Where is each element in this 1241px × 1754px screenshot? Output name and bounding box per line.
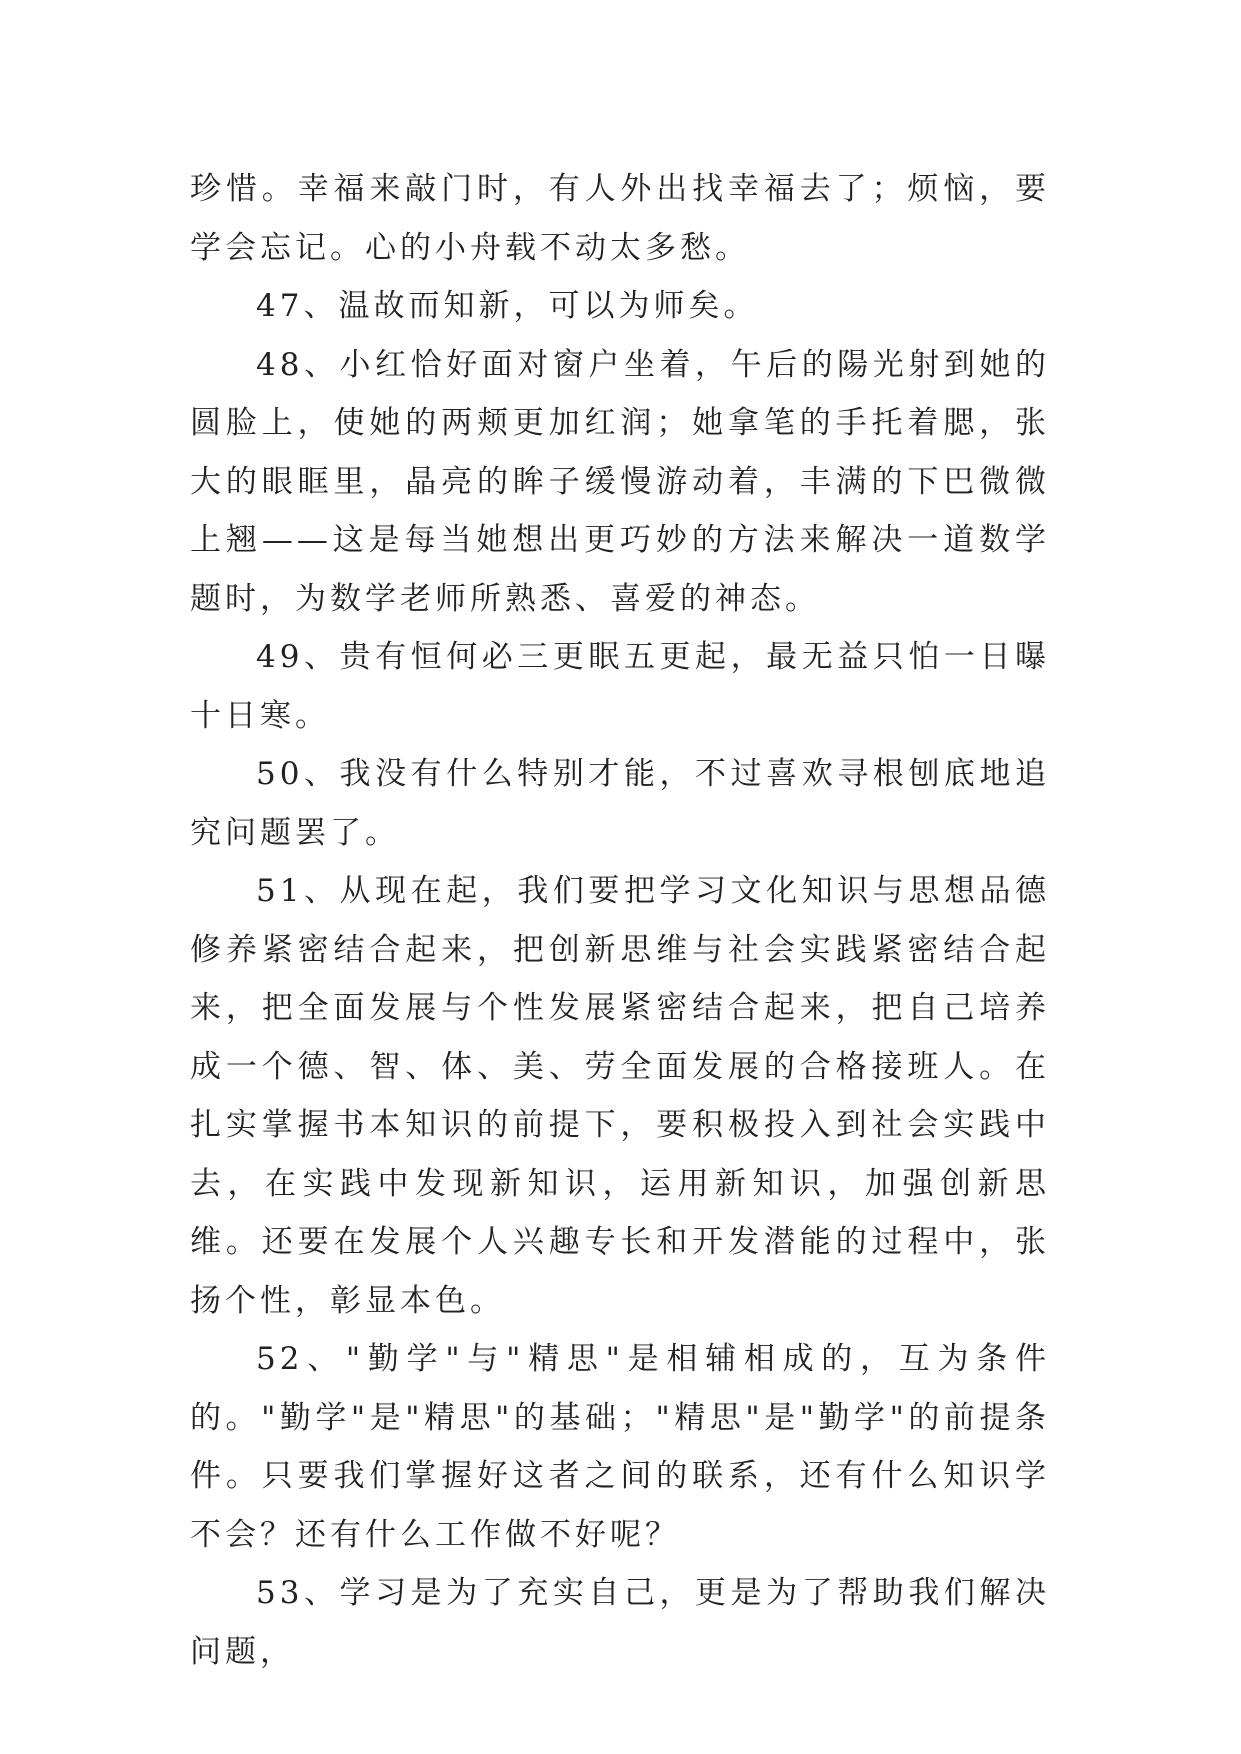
paragraph-51: 51、从现在起，我们要把学习文化知识与思想品德修养紧密结合起来，把创新思维与社会实践紧密结合起来，把全面发展与个性发展紧密结合起来，把自己培养成一个德、智、体、美、劳全面发展的合格接班人。在扎实掌握书本知识的前提下，要积极投入到社会实践中去，在实践中发现新知识，运用新知识，加强创新思维。还要在发展个人兴趣专长和开发潜能的过程中，张扬个性，彰显本色。 [190,873,1050,1319]
document-body [190,160,1050,1681]
paragraph-50: 50、我没有什么特别才能，不过喜欢寻根刨底地追究问题罢了。 [190,756,1050,851]
paragraph-47: 47、温故而知新，可以为师矣。 [256,288,759,324]
paragraph-53: 53、学习是为了充实自己，更是为了帮助我们解决问题， [190,1575,1050,1670]
paragraph-48: 48、小红恰好面对窗户坐着，午后的陽光射到她的圆脸上，使她的两颊更加红润；她拿笔的手托着腮，张大的眼眶里，晶亮的眸子缓慢游动着，丰满的下巴微微上翘——这是每当她想出更巧妙的方法来解决一道数学题时，为数学老师所熟悉、喜爱的神态。 [190,346,1050,617]
paragraph-49: 49、贵有恒何必三更眠五更起，最无益只怕一日曝十日寒。 [190,639,1050,734]
paragraph-52: 52、"勤学"与"精思"是相辅相成的，互为条件的。"勤学"是"精思"的基础；"精思"是"勤学"的前提条件。只要我们掌握好这者之间的联系，还有什么知识学不会？还有什么工作做不好呢？ [190,1341,1050,1553]
paragraph-continuation: 珍惜。幸福来敲门时，有人外出找幸福去了；烦恼，要学会忘记。心的小舟载不动太多愁。 [190,171,1050,266]
